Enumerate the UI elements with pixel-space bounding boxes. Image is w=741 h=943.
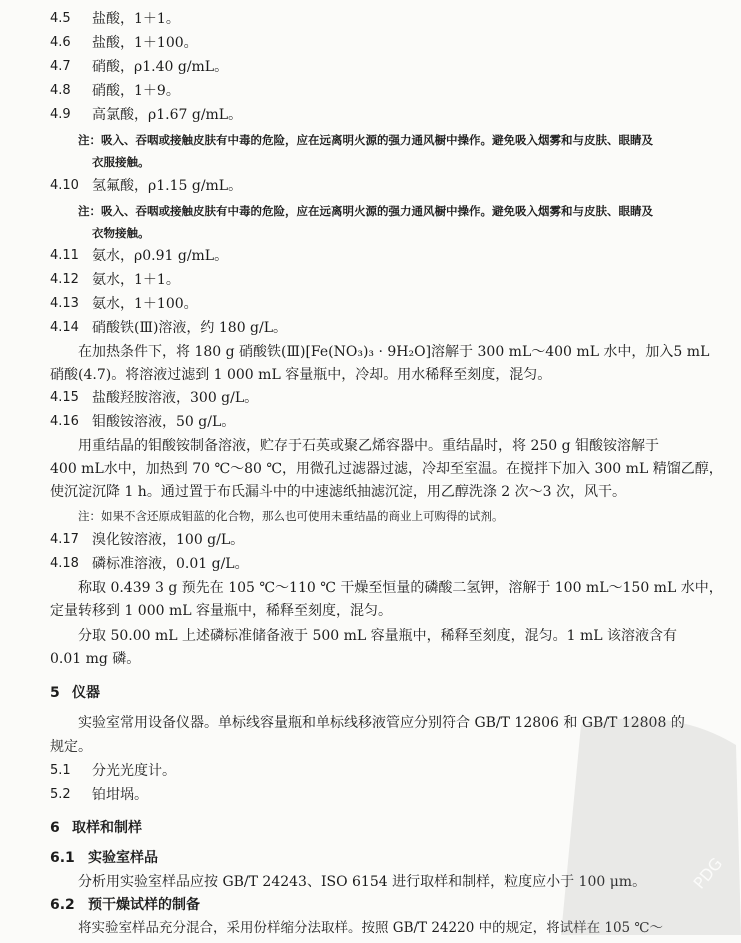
- list-item: [0, 8, 741, 30]
- item-text: 氢氟酸，ρ1.15 g/mL。: [92, 178, 243, 194]
- note-continued: [0, 222, 741, 244]
- note-text: 注：吸入、吞咽或接触皮肤有中毒的危险，应在远离明火源的强力通风橱中操作。避免吸入烟雾和与皮肤、眼睛及: [78, 204, 653, 218]
- section-heading: [0, 682, 741, 704]
- paragraph-text: 定量转移到 1 000 mL 容量瓶中，稀释至刻度，混匀。: [50, 603, 393, 619]
- item-text: 盐酸，1＋100。: [92, 35, 198, 51]
- list-item: [0, 411, 741, 433]
- item-text: 铂坩埚。: [92, 787, 148, 803]
- paragraph-text: 规定。: [50, 739, 92, 755]
- section-title: 预干燥试样的制备: [88, 897, 200, 913]
- paragraph-text: 使沉淀沉降 1 h。通过置于布氏漏斗中的中速滤纸抽滤沉淀，用乙醇洗涤 2 次～3 次，风干。: [50, 484, 626, 500]
- paragraph-line: [0, 600, 741, 622]
- item-number: 4.12: [50, 272, 79, 287]
- paragraph-line: [0, 341, 741, 363]
- list-item: [0, 317, 741, 339]
- section-number: 6.2: [50, 897, 75, 913]
- paragraph-text: 400 mL水中，加热到 70 ℃～80 ℃，用微孔过滤器过滤，冷却至室温。在搅拌下加入 300 mL 精馏乙醇，: [50, 461, 723, 477]
- item-text: 钼酸铵溶液，50 g/L。: [92, 414, 236, 430]
- item-number: 5.1: [50, 763, 71, 778]
- note: [0, 200, 741, 222]
- note-continued: [0, 151, 741, 173]
- item-number: 4.6: [50, 35, 71, 50]
- list-item: [0, 293, 741, 315]
- list-item: [0, 32, 741, 54]
- note-text: 注：如果不含还原成钼蓝的化合物，那么也可使用未重结晶的商业上可购得的试剂。: [78, 509, 504, 523]
- item-text: 盐酸，1＋1。: [92, 11, 180, 27]
- item-text: 硝酸，ρ1.40 g/mL。: [92, 59, 229, 75]
- paragraph-text: 用重结晶的钼酸铵制备溶液，贮存于石英或聚乙烯容器中。重结晶时，将 250 g 钼酸铵溶解于: [78, 438, 660, 454]
- item-text: 高氯酸，ρ1.67 g/mL。: [92, 107, 243, 123]
- section-number: 5: [50, 685, 60, 701]
- paragraph-line: [0, 625, 741, 647]
- section-title: 实验室样品: [88, 850, 158, 866]
- paragraph-text: 称取 0.439 3 g 预先在 105 ℃～110 ℃ 干燥至恒量的磷酸二氢钾，溶解于 100 mL～150 mL 水中，: [78, 580, 723, 596]
- paragraph-line: [0, 481, 741, 503]
- item-text: 硝酸铁(Ⅲ)溶液，约 180 g/L。: [92, 320, 288, 336]
- item-number: 5.2: [50, 787, 71, 802]
- paragraph-text: 分析用实验室样品应按 GB/T 24243、ISO 6154 进行取样和制样，粒度应小于 100 μm。: [78, 874, 647, 890]
- section-title: 取样和制样: [72, 820, 142, 836]
- paragraph-text: 0.01 mg 磷。: [50, 651, 141, 667]
- item-number: 4.17: [50, 532, 79, 547]
- item-number: 4.11: [50, 248, 79, 263]
- item-text: 盐酸羟胺溶液，300 g/L。: [92, 390, 259, 406]
- section-title: 仪器: [72, 685, 100, 701]
- paragraph-line: [0, 577, 741, 599]
- item-number: 4.8: [50, 83, 71, 98]
- item-number: 4.13: [50, 296, 79, 311]
- section-number: 6.1: [50, 850, 75, 866]
- paragraph-text: 将实验室样品充分混合，采用份样缩分法取样。按照 GB/T 24220 中的规定，将试样在 105 ℃～: [78, 920, 664, 936]
- list-item: [0, 245, 741, 267]
- paragraph-text: 硝酸(4.7)。将溶液过滤到 1 000 mL 容量瓶中，冷却。用水稀释至刻度，混匀。: [50, 367, 552, 383]
- paragraph-line: [0, 458, 741, 480]
- item-text: 氨水，ρ0.91 g/mL。: [92, 248, 229, 264]
- item-number: 4.5: [50, 11, 71, 26]
- list-item: [0, 529, 741, 551]
- list-item: [0, 269, 741, 291]
- item-number: 4.9: [50, 107, 71, 122]
- item-text: 氨水，1＋1。: [92, 272, 180, 288]
- list-item: [0, 175, 741, 197]
- item-number: 4.14: [50, 320, 79, 335]
- note: [0, 505, 741, 527]
- item-text: 溴化铵溶液，100 g/L。: [92, 532, 245, 548]
- note: [0, 129, 741, 151]
- item-text: 硝酸，1＋9。: [92, 83, 180, 99]
- item-text: 氨水，1＋100。: [92, 296, 198, 312]
- section-number: 6: [50, 820, 60, 836]
- list-item: [0, 553, 741, 575]
- paragraph-line: [0, 364, 741, 386]
- item-text: 磷标准溶液，0.01 g/L。: [92, 556, 249, 572]
- note-text: 衣服接触。: [92, 155, 150, 169]
- item-number: 4.16: [50, 414, 79, 429]
- item-number: 4.7: [50, 59, 71, 74]
- note-text: 注：吸入、吞咽或接触皮肤有中毒的危险，应在远离明火源的强力通风橱中操作。避免吸入烟雾和与皮肤、眼睛及: [78, 133, 653, 147]
- list-item: [0, 80, 741, 102]
- watermark-text: PDG: [689, 854, 727, 893]
- paragraph-text: 实验室常用设备仪器。单标线容量瓶和单标线移液管应分别符合 GB/T 12806 和 GB/T 12808 的: [78, 715, 685, 731]
- item-number: 4.15: [50, 390, 79, 405]
- list-item: [0, 104, 741, 126]
- paragraph-text: 分取 50.00 mL 上述磷标准储备液于 500 mL 容量瓶中，稀释至刻度，混匀。1 mL 该溶液含有: [78, 628, 678, 644]
- paragraph-line: [0, 648, 741, 670]
- watermark-seal: [551, 705, 741, 935]
- note-text: 衣物接触。: [92, 226, 150, 240]
- item-text: 分光光度计。: [92, 763, 176, 779]
- item-number: 4.18: [50, 556, 79, 571]
- paragraph-text: 在加热条件下，将 180 g 硝酸铁(Ⅲ)[Fe(NO₃)₃ · 9H₂O]溶解于 300 mL～400 mL 水中，加入5 mL: [78, 344, 710, 360]
- list-item: [0, 56, 741, 78]
- item-number: 4.10: [50, 178, 79, 193]
- paragraph-line: [0, 435, 741, 457]
- list-item: [0, 387, 741, 409]
